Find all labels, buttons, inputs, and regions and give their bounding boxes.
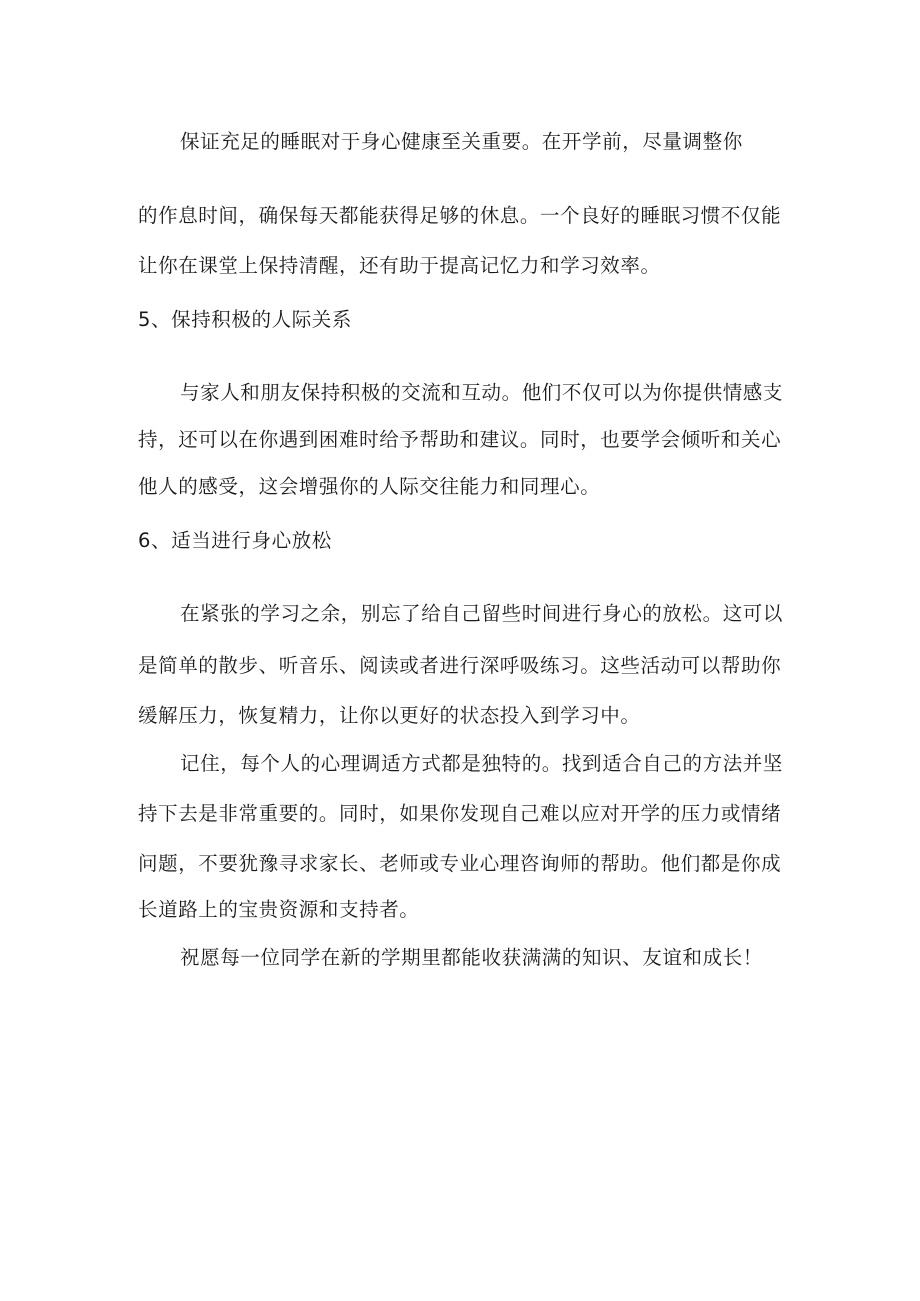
paragraph-remember-line-1: 记住，每个人的心理调适方式都是独特的。找到适合自己的方法并坚 [180, 752, 784, 775]
paragraph-relations-line-1: 与家人和朋友保持积极的交流和互动。他们不仅可以为你提供情感支 [180, 381, 784, 404]
section-heading-6: 6、适当进行身心放松 [138, 529, 332, 552]
paragraph-remember-line-4: 长道路上的宝贵资源和支持者。 [138, 898, 420, 921]
paragraph-relax-line-3: 缓解压力，恢复精力，让你以更好的状态投入到学习中。 [138, 704, 641, 727]
paragraph-sleep-line-3: 让你在课堂上保持清醒，还有助于提高记忆力和学习效率。 [138, 254, 661, 277]
paragraph-sleep-line-1: 保证充足的睡眠对于身心健康至关重要。在开学前，尽量调整你 [180, 130, 743, 153]
paragraph-remember-line-2: 持下去是非常重要的。同时，如果你发现自己难以应对开学的压力或情绪 [138, 802, 782, 825]
section-heading-5: 5、保持积极的人际关系 [138, 308, 353, 331]
paragraph-relations-line-3: 他人的感受，这会增强你的人际交往能力和同理心。 [138, 475, 601, 498]
paragraph-sleep-line-2: 的作息时间，确保每天都能获得足够的休息。一个良好的睡眠习惯不仅能 [138, 204, 782, 227]
paragraph-relax-line-2: 是简单的散步、听音乐、阅读或者进行深呼吸练习。这些活动可以帮助你 [138, 654, 782, 677]
paragraph-relax-line-1: 在紧张的学习之余，别忘了给自己留些时间进行身心的放松。这可以 [180, 602, 784, 625]
closing-wish-line: 祝愿每一位同学在新的学期里都能收获满满的知识、友谊和成长！ [180, 946, 763, 969]
paragraph-remember-line-3: 问题，不要犹豫寻求家长、老师或专业心理咨询师的帮助。他们都是你成 [138, 852, 782, 875]
paragraph-relations-line-2: 持，还可以在你遇到困难时给予帮助和建议。同时，也要学会倾听和关心 [138, 428, 782, 451]
